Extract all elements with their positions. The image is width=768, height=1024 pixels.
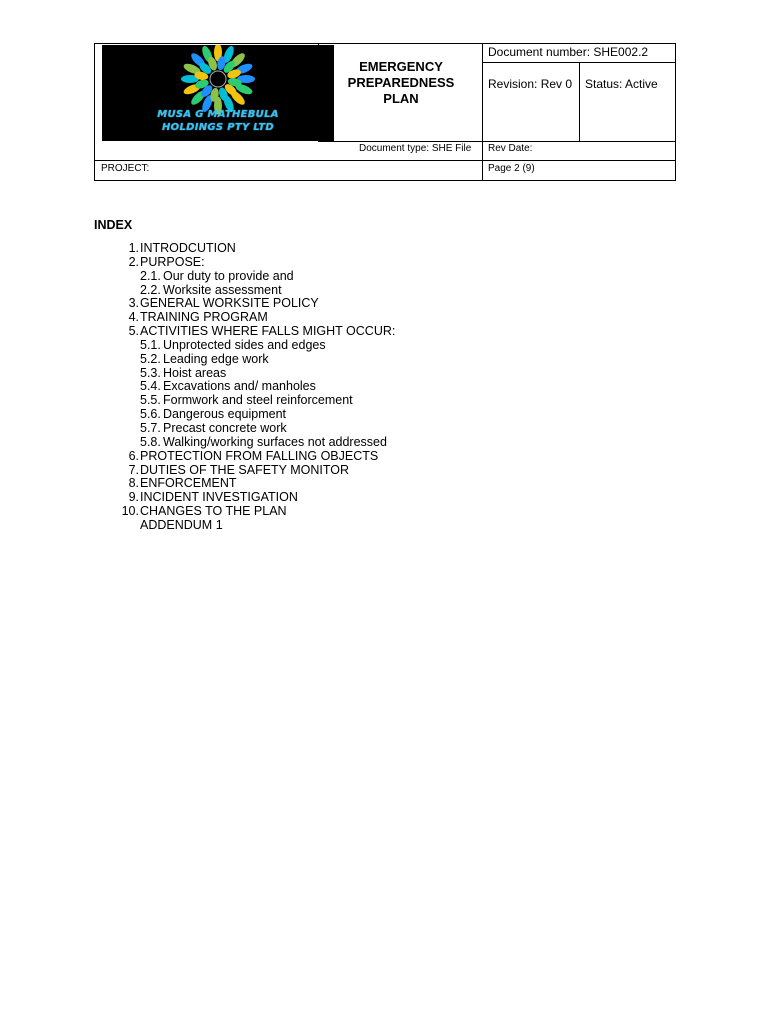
toc-item (115, 422, 515, 436)
toc-item-text: INCIDENT INVESTIGATION (140, 490, 298, 505)
page-number: Page 2 (9) (488, 163, 535, 174)
logo-text-line2: HOLDINGS PTY LTD (161, 122, 275, 133)
index-heading: INDEX (94, 218, 133, 232)
toc-item-text: DUTIES OF THE SAFETY MONITOR (140, 462, 350, 477)
toc-item (115, 380, 515, 394)
toc-item (115, 464, 515, 478)
toc-item (115, 519, 515, 533)
toc-item (115, 367, 515, 381)
toc-item (115, 242, 515, 256)
toc-item (115, 297, 515, 311)
toc-item-text: ADDENDUM 1 (140, 517, 223, 532)
document-number: Document number: SHE002.2 (488, 45, 649, 59)
toc-item (115, 436, 515, 450)
toc-item (115, 325, 515, 339)
toc-item-text: Leading edge work (163, 351, 269, 366)
toc-item-number: 2.2. (140, 282, 161, 297)
toc-item-number: 5.1. (140, 337, 161, 352)
toc-item-number: 5.6. (140, 407, 161, 422)
toc-item-text: Unprotected sides and edges (163, 337, 326, 352)
project: PROJECT: (101, 163, 150, 174)
document-title (319, 59, 483, 107)
status: Status: Active (585, 77, 658, 91)
header-divider (318, 141, 675, 142)
toc-item-number: 5.2. (140, 351, 161, 366)
toc-item-number: 7. (128, 462, 139, 477)
toc-item-number: 5.4. (140, 379, 161, 394)
rev-date: Rev Date: (488, 143, 533, 154)
toc-item-text: GENERAL WORKSITE POLICY (140, 296, 319, 311)
header-divider (95, 160, 675, 161)
toc-item-text: ENFORCEMENT (140, 476, 237, 491)
toc-item-text: PURPOSE: (140, 254, 205, 269)
toc-item-number: 6. (128, 448, 139, 463)
toc-item-text: TRAINING PROGRAM (140, 310, 268, 325)
toc-item (115, 270, 515, 284)
toc-item-text: Worksite assessment (163, 282, 282, 297)
table-of-contents (115, 242, 515, 533)
toc-item-text: Excavations and/ manholes (163, 379, 316, 394)
toc-item-text: PROTECTION FROM FALLING OBJECTS (140, 448, 379, 463)
toc-item-text: CHANGES TO THE PLAN (140, 504, 287, 519)
toc-item-text: Our duty to provide and (163, 268, 294, 283)
toc-item-number: 8. (128, 476, 139, 491)
toc-item-number: 5.8. (140, 434, 161, 449)
logo-text-line1: MUSA G MATHEBULA (157, 109, 279, 120)
toc-item (115, 284, 515, 298)
toc-item (115, 491, 515, 505)
logo-center (210, 71, 226, 87)
toc-item-text: INTRODCUTION (140, 241, 236, 255)
toc-item-number: 10. (121, 504, 139, 519)
title-line: PLAN (383, 91, 419, 106)
toc-item (115, 311, 515, 325)
toc-item (115, 256, 515, 270)
revision: Revision: Rev 0 (488, 77, 573, 91)
toc-item-number: 1. (128, 241, 139, 255)
toc-item-text: Dangerous equipment (163, 407, 286, 422)
toc-item (115, 394, 515, 408)
toc-item (115, 339, 515, 353)
toc-item-number: 4. (128, 310, 139, 325)
toc-item-number: 5.7. (140, 420, 161, 435)
toc-item-number: 3. (128, 296, 139, 311)
toc-item-number: 9. (128, 490, 139, 505)
toc-item (115, 450, 515, 464)
document-header-table (94, 43, 676, 181)
header-divider (579, 62, 580, 141)
toc-item (115, 477, 515, 491)
toc-item-text: Walking/working surfaces not addressed (163, 434, 387, 449)
toc-item-number: 5.3. (140, 365, 161, 380)
company-logo (102, 45, 334, 141)
toc-item (115, 408, 515, 422)
document-type: Document type: SHE File (359, 143, 472, 154)
toc-item-text: Precast concrete work (163, 420, 287, 435)
header-divider (482, 62, 675, 63)
toc-item (115, 353, 515, 367)
title-line: PREPAREDNESS (347, 75, 455, 90)
toc-item-text: Formwork and steel reinforcement (163, 393, 353, 408)
toc-item-number: 5.5. (140, 393, 161, 408)
toc-item-number: 2.1. (140, 268, 161, 283)
toc-item-number: 5. (128, 324, 139, 339)
title-line: EMERGENCY (359, 59, 443, 74)
toc-item-text: Hoist areas (163, 365, 227, 380)
toc-item-number: 2. (128, 254, 139, 269)
toc-item (115, 505, 515, 519)
toc-item-text: ACTIVITIES WHERE FALLS MIGHT OCCUR: (140, 324, 396, 339)
